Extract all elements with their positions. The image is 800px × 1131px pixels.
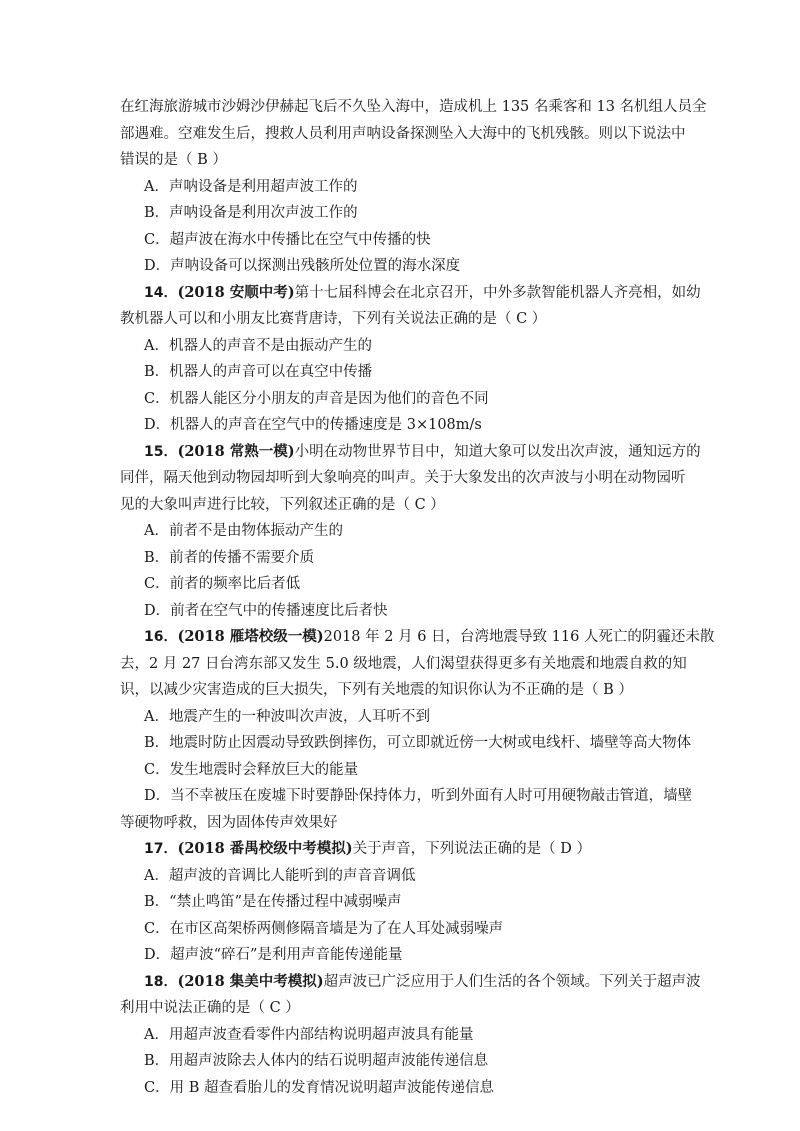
stem-text: 超声波已广泛应用于人们生活的各个领域。下列关于超声波 [323,973,701,990]
question-number: 14． [144,284,178,301]
question-source: (2018 集美中考模拟) [177,972,324,990]
option-c: C．用 B 超查看胎儿的发育情况说明超声波能传递信息 [144,1079,494,1096]
question-source: (2018 常熟一模) [177,442,295,460]
option-c: C．在市区高架桥两侧修隔音墙是为了在人耳处减弱噪声 [144,920,504,937]
option-a: A．地震产生的一种波叫次声波，人耳听不到 [144,708,430,725]
option-c: C．超声波在海水中传播比在空气中传播的快 [144,231,431,248]
stem-line: 利用中说法正确的是（ C ） [120,1000,300,1016]
option-d: D．机器人的声音在空气中的传播速度是 3×108m/s [144,417,482,433]
question-number: 16． [144,629,178,645]
question-14 [120,280,704,439]
stem-text: 第十七届科博会在北京召开，中外多款智能机器人齐亮相，如幼 [294,284,701,301]
option-d: D．超声波“碎石”是利用声音能传递能量 [144,947,403,963]
stem-text: 小明在动物世界节目中，知道大象可以发出次声波，通知远方的 [294,443,701,460]
question-number: 17． [144,841,178,857]
option-b: B．地震时防止因震动导致跌倒摔伤，可立即就近傍一大树或电线杆、墙壁等高大物体 [144,735,692,751]
option-b: B．前者的传播不需要介质 [144,549,315,566]
option-a: A．声呐设备是利用超声波工作的 [144,178,358,195]
question-number: 18． [144,973,178,990]
option-c: C．前者的频率比后者低 [144,576,301,592]
option-c: C．机器人能区分小朋友的声音是因为他们的音色不同 [144,390,489,407]
option-b: B．声呐设备是利用次声波工作的 [144,205,358,221]
option-b: B．用超声波除去人体内的结石说明超声波能传递信息 [144,1053,489,1069]
option-b: B．“禁止鸣笛”是在传播过程中减弱噪声 [144,894,402,910]
question-head [120,439,704,466]
stem-line: 错误的是（ B ） [120,152,227,168]
question-source: (2018 番禺校级中考模拟) [177,840,353,857]
question-head [120,280,704,307]
option-a: A．前者不是由物体振动产生的 [144,523,343,539]
option-d-continued: 等硬物呼救，因为固体传声效果好 [120,814,338,831]
option-d: D．前者在空气中的传播速度比后者快 [144,602,388,619]
stem-line: 见的大象叫声进行比较，下列叙述正确的是（ C ） [120,496,445,513]
lead-block [120,94,707,280]
question-head [120,836,704,863]
option-c: C．发生地震时会释放巨大的能量 [144,761,359,778]
option-a: A．用超声波查看零件内部结构说明超声波具有能量 [144,1026,474,1043]
stem-line: 部遇难。空难发生后，搜救人员利用声呐设备探测坠入大海中的飞机残骸。则以下说法中 [120,125,686,142]
option-d: D．当不幸被压在废墟下时要静卧保持体力，听到外面有人时可用硬物敲击管道，墙壁 [144,788,693,804]
question-source: (2018 安顺中考) [177,283,295,301]
option-b: B．机器人的声音可以在真空中传播 [144,364,373,380]
option-d: D．声呐设备可以探测出残骸所处位置的海水深度 [144,258,461,274]
question-number: 15． [144,443,178,460]
stem-line: 去，2 月 27 日台湾东部又发生 5.0 级地震，人们渴望获得更多有关地震和地震自救的知 [120,655,687,672]
option-a: A．超声波的音调比人能听到的声音音调低 [144,867,416,884]
stem-line: 在红海旅游城市沙姆沙伊赫起飞后不久坠入海中，造成机上 135 名乘客和 13 名机组人员全 [120,99,707,115]
question-source: (2018 雁塔校级一模) [177,628,324,645]
option-a: A．机器人的声音不是由振动产生的 [144,337,372,354]
question-16 [120,624,715,836]
question-18 [120,969,704,1102]
stem-text: 关于声音，下列说法正确的是（ D ） [352,841,591,857]
stem-line: 识，以减少灾害造成的巨大损失，下列有关地震的知识你认为不正确的是（ B ） [120,682,633,698]
question-17 [120,836,704,969]
question-15 [120,439,704,625]
stem-line: 同伴，隔天他到动物园却听到大象响亮的叫声。关于大象发出的次声波与小明在动物园听 [120,470,686,486]
stem-text: 2018 年 2 月 6 日，台湾地震导致 116 人死亡的阴霾还未散 [323,629,715,645]
stem-line: 教机器人可以和小朋友比赛背唐诗，下列有关说法正确的是（ C ） [120,311,547,327]
question-head [120,969,704,996]
question-head [120,624,715,651]
